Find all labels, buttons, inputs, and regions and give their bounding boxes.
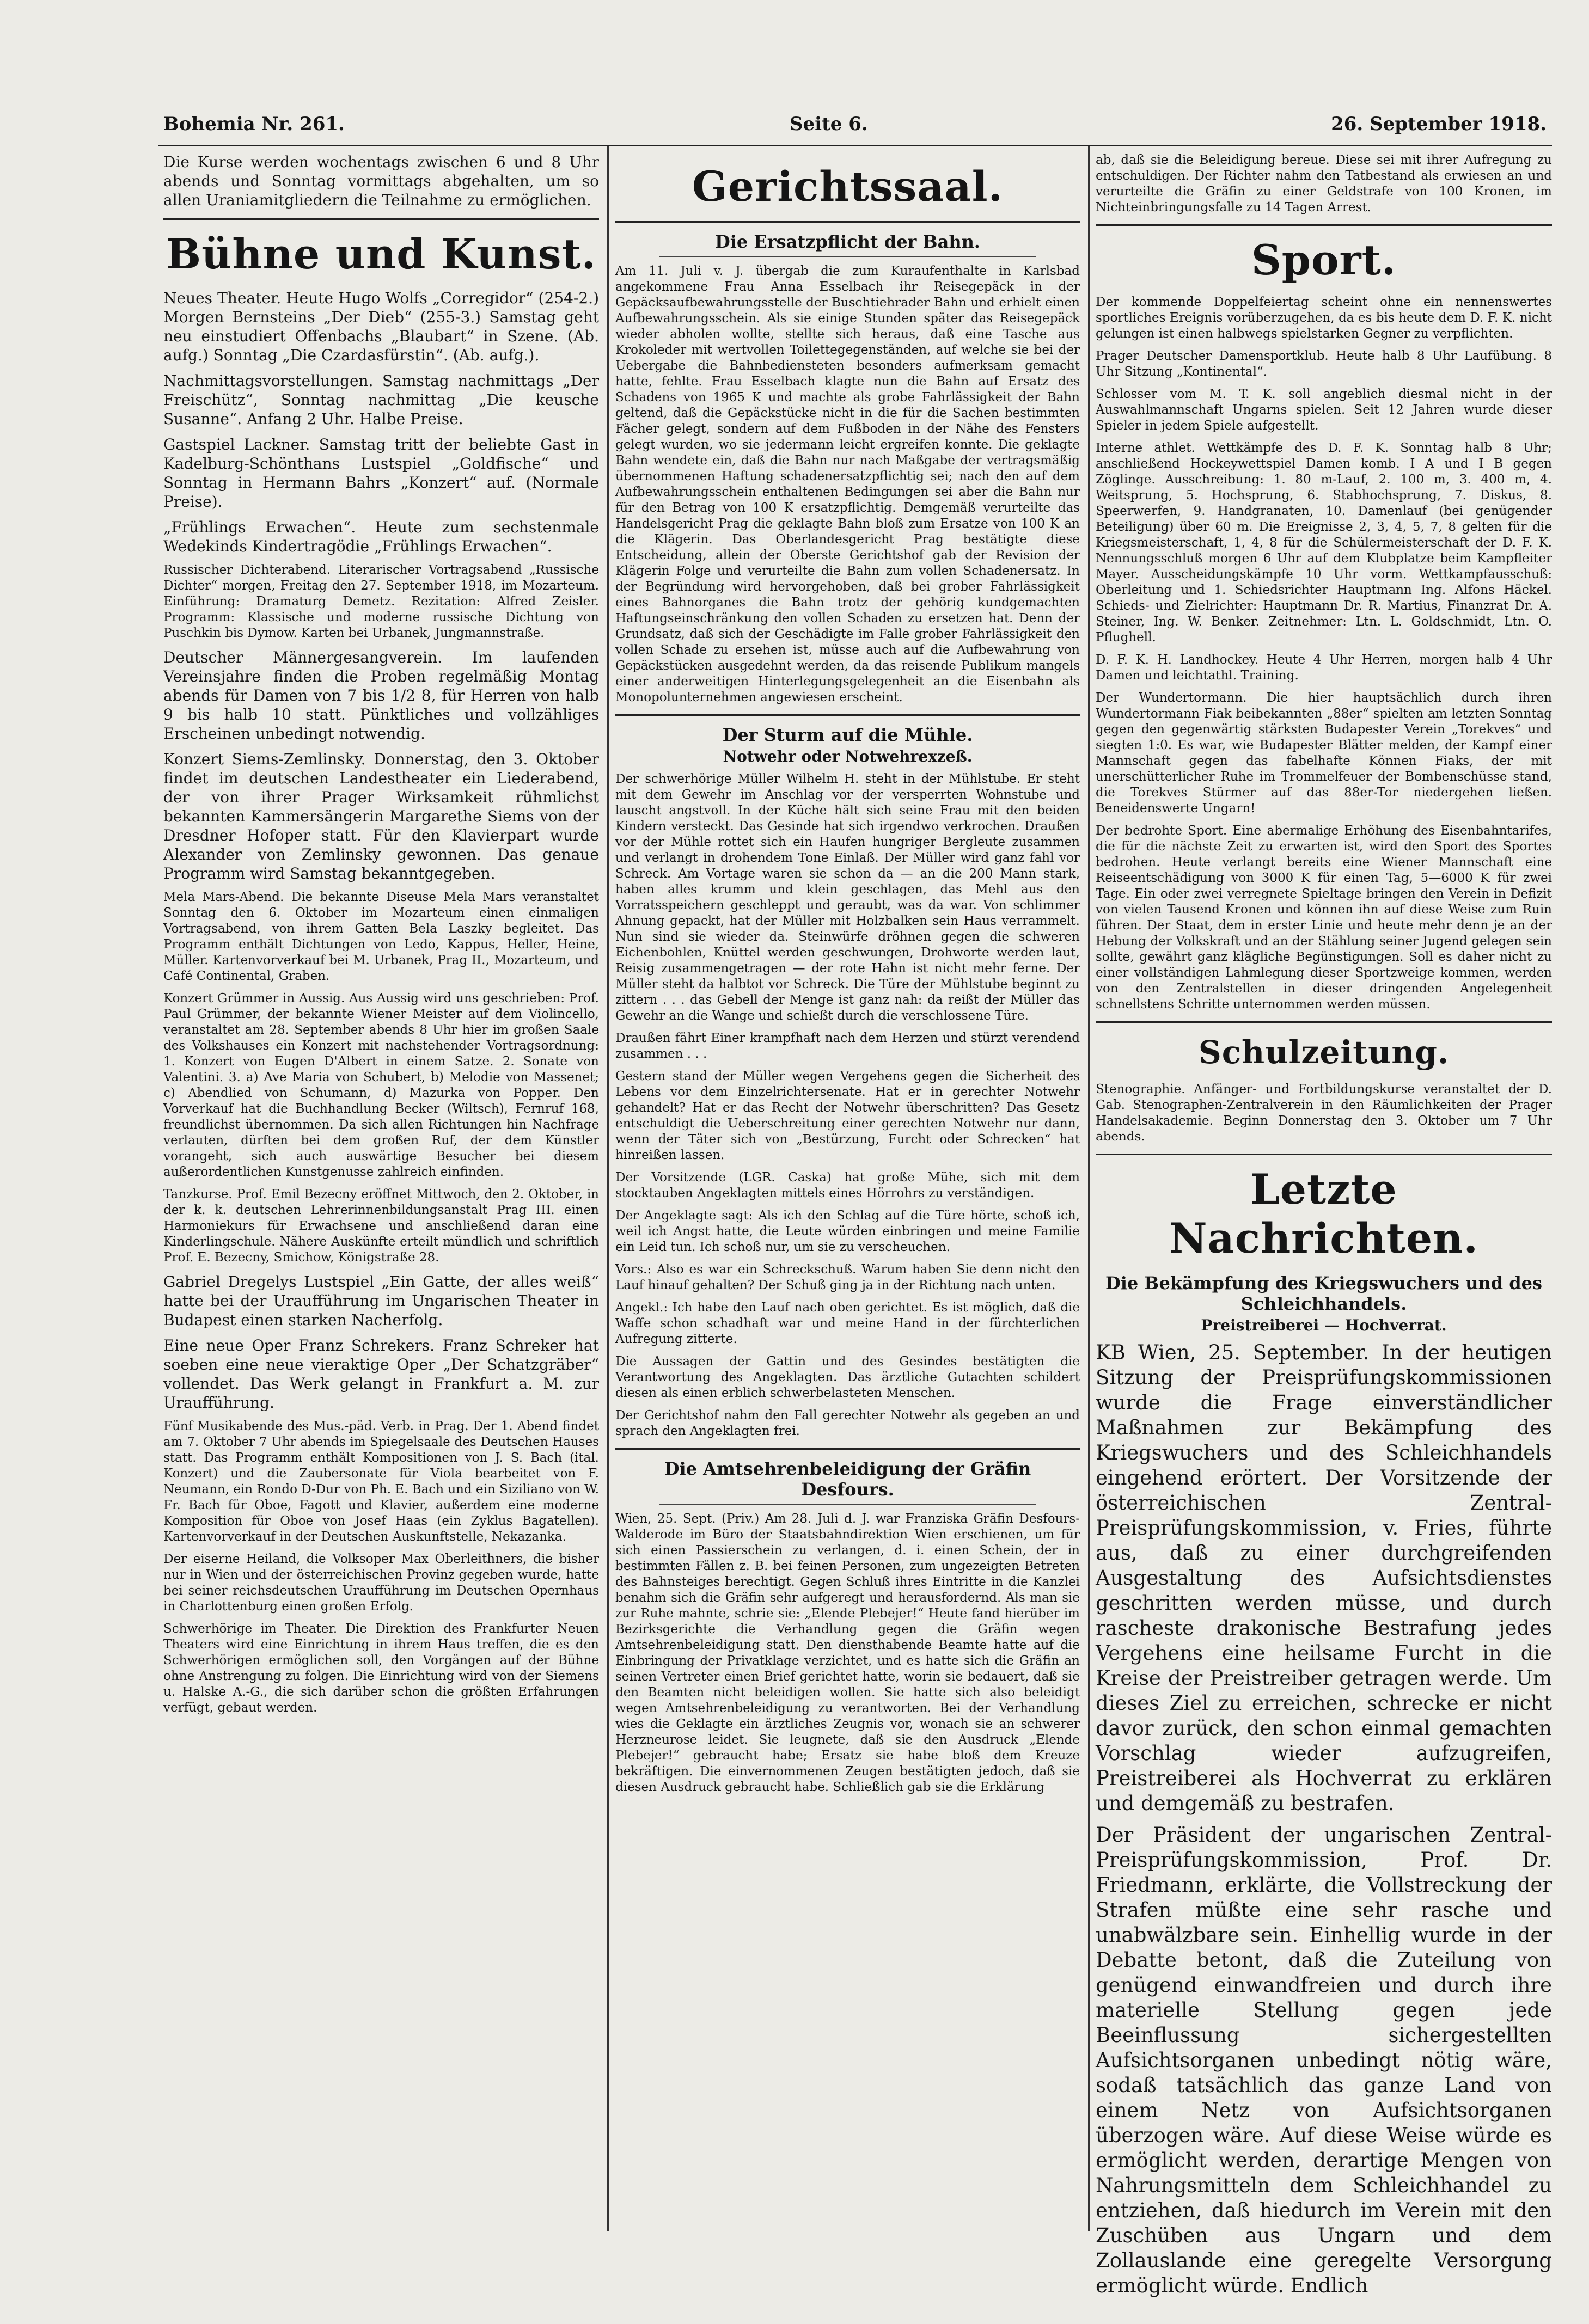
article-paragraph: Stenographie. Anfänger- und Fortbildungskurse veranstaltet der D. Gab. Stenographen-Zentralverein in den Räumlichkeiten der Prager Handelsakademie. Beginn Donnerstag den 3. Oktober um 7 Uhr abends. <box>1096 1082 1552 1144</box>
section-title-gerichtssaal: Gerichtssaal. <box>692 162 1004 211</box>
article-divider <box>615 714 1080 716</box>
header-date: 26. September 1918. <box>1331 113 1547 135</box>
article-paragraph: Der Angeklagte sagt: Als ich den Schlag auf die Türe hörte, schoß ich, weil ich Angst hatte, die Leute würden einbringen und meine Familie ein Leid tun. Ich schoß nur, um sie zu verscheuchen. <box>615 1209 1080 1254</box>
article-paragraph: Fünf Musikabende des Mus.-päd. Verb. in Prag. Der 1. Abend findet am 7. Oktober 7 Uhr abends im Spiegelsaale des Deutschen Hauses statt. Das Programm enthält Kompositionen von J. S. Bach (ital. Konzert) und die Zaubersonate für Viola bearbeitet von F. Neumann, ein Rondo D-Dur von Ph. E. Bach und ein Siziliano von W. Fr. Bach für Oboe, Fagott und Klavier, außerdem eine moderne Komposition für Oboe von Josef Haas (ein Zyklus Bagatellen). Kartenvorverkauf in der Deutschen Auskunftstelle, Nekazanka. <box>163 1419 600 1544</box>
article-paragraph: Nachmittagsvorstellungen. Samstag nachmittags „Der Freischütz“, Sonntag nachmittag „Die keusche Susanne“. Anfang 2 Uhr. Halbe Preise. <box>163 372 599 428</box>
article-paragraph: Am 11. Juli v. J. übergab die zum Kuraufenthalte in Karlsbad angekommene Frau Anna Esselbach ihr Reisegepäck in der Gepäcksaufbewahrungsstelle der Buschtiehrader Bahn und erhielt einen Aufbewahrungsschein. Als sie einige Stunden später das Reisegepäck wieder abholen wollte, stellte sich heraus, daß eine Tasche aus Krokoleder mit wertvollen Toilettegegenständen, auf welche sie bei der Uebergabe die Bahnbediensteten besonders aufmerksam gemacht hatte, fehlte. Frau Esselbach klagte nun die Bahn auf Ersatz des Schadens von 1965 K und machte als grobe Fahrlässigkeit der Bahn geltend, daß die Gepäckstücke nicht in die für die Sachen bestimmten Fächer gelegt, sondern auf dem Fußboden in der Nähe des Fensters gelegt wurden, wo sie jedermann leicht ergreifen konnte. Die geklagte Bahn wendete ein, daß die Bahn nur nach Maßgabe der vertragsmäßig übernommenen Haftung schadenersatzpflichtig sei; nach den auf dem Aufbewahrungsschein enthaltenen Bedingungen sei aber die Bahn nur für den Betrag von 100 K ersatzpflichtig. Demgemäß verurteilte das Handelsgericht Prag die geklagte Bahn bloß zum Ersatze von 100 K an die Klägerin. Das Oberlandesgericht Prag bestätigte diese Entscheidung, allein der Oberste Gerichtshof gab der Revision der Klägerin Folge und verurteilte die Bahn zum vollen Schadenersatz. In der Begründung wird hervorgehoben, daß bei grober Fahrlässigkeit eines Bahnorganes die Bahn trotz der gehörig kundgemachten Haftungseinschränkung den vollen Schaden zu ersetzen hat. Denn der Grundsatz, daß sich der Geschädigte im Falle grober Fahrlässigkeit den vollen Schade zu ersehen ist, müsse auch auf die Aufbewahrung von Gepäckstücken ausgedehnt werden, da das reisende Publikum mangels einer anderweitigen Hinterlegungsgelegenheit an die Eisenbahn als Monopolunternehmen angewiesen erscheint. <box>615 264 1080 704</box>
article-paragraph: Der eiserne Heiland, die Volksoper Max Oberleithners, die bisher nur in Wien und der österreichischen Provinz gegeben wurde, hatte bei seiner reichsdeutschen Uraufführung im Deutschen Opernhaus in Charlottenburg einen großen Erfolg. <box>163 1552 599 1614</box>
section-title-sport: Sport. <box>1251 236 1397 284</box>
section-divider <box>1096 1154 1552 1155</box>
article-paragraph: Schlosser vom M. T. K. soll angeblich diesmal nicht in der Auswahlmannschaft Ungarns spielen. Seit 12 Jahren wurde dieser Spieler in jedem Spiele aufgestellt. <box>1096 387 1552 433</box>
article-paragraph: Die Aussagen der Gattin und des Gesindes bestätigten die Verantwortung des Angeklagten. Das ärztliche Gutachten schildert diesen als einen erblich schwerbelasteten Menschen. <box>615 1354 1080 1400</box>
article-paragraph: Der Wundertormann. Die hier hauptsächlich durch ihren Wundertormann Fiak beibekannten „88er“ spielten am letzten Sonntag gegen den gegenwärtig stärksten Budapester Verein „Torekves“ und siegten 1:0. Es war, wie Budapester Blätter melden, der Kampf einer Mannschaft gegen das fabelhafte Können Fiaks, der mit unerschütterlicher Ruhe im Trommelfeuer der Bombenschüsse stand, die Torekves Stürmer auf das 88er-Tor niedergehen ließen. Beneidenswerte Ungarn! <box>1096 691 1552 815</box>
column-3 <box>1096 152 1552 2297</box>
column-1 <box>163 152 599 2221</box>
column-rule-2 <box>1088 146 1090 2231</box>
intro-paragraph: Die Kurse werden wochentags zwischen 6 und 8 Uhr abends und Sonntag vormittags abgehalten, um so allen Uraniamitgliedern die Teilnahme zu ermöglichen. <box>163 153 599 209</box>
article-paragraph: Mela Mars-Abend. Die bekannte Diseuse Mela Mars veranstaltet Sonntag den 6. Oktober im Mozarteum einen einmaligen Vortragsabend, von ihrem Gatten Bela Laszky begleitet. Das Programm enthält Dichtungen von Ledo, Kappus, Heller, Heine, Müller. Kartenvorverkauf bei M. Urbanek, Prag II., Mozarteum, und Café Continental, Graben. <box>163 890 599 983</box>
section-divider <box>615 221 1080 223</box>
page-header <box>163 113 1547 146</box>
article-paragraph: Gestern stand der Müller wegen Vergehens gegen die Sicherheit des Lebens vor dem Einzelrichtersenate. Hat er in gerechter Notwehr gehandelt? Hat er das Recht der Notwehr überschritten? Das Gesetz entschuldigt die Ueberschreitung einer gerechten Notwehr nur dann, wenn der Täter sich von „Bestürzung, Furcht oder Schrecken“ hat hinreißen lassen. <box>615 1069 1080 1162</box>
article-paragraph: Neues Theater. Heute Hugo Wolfs „Corregidor“ (254-2.) Morgen Bernsteins „Der Dieb“ (255-3.) Samstag geht neu einstudiert Offenbachs „Blaubart“ in Szene. (Ab. aufg.) Sonntag „Die Czardasfürstin“. (Ab. aufg.). <box>163 289 599 364</box>
article-paragraph: Der Vorsitzende (LGR. Caska) hat große Mühe, sich mit dem stocktauben Angeklagten mittels eines Hörrohrs zu verständigen. <box>615 1170 1080 1200</box>
section-divider <box>1096 224 1552 226</box>
article-paragraph: Prager Deutscher Damensportklub. Heute halb 8 Uhr Laufübung. 8 Uhr Sitzung „Kontinental“. <box>1096 349 1552 379</box>
section-title-letzte-nachrichten: Letzte Nachrichten. <box>1169 1165 1478 1262</box>
article-paragraph: D. F. K. H. Landhockey. Heute 4 Uhr Herren, morgen halb 4 Uhr Damen und leichtathl. Training. <box>1096 653 1552 683</box>
article-paragraph: Der schwerhörige Müller Wilhelm H. steht in der Mühlstube. Er steht mit dem Gewehr im Anschlag vor der versperrten Wohnstube und lauscht angstvoll. In der Küche hält sich seine Frau mit den beiden Kindern versteckt. Das Gesinde hat sich irgendwo verkrochen. Draußen vor der Mühle rottet sich ein Haufen hungriger Bergleute zusammen und verlangt in drohendem Tone Einlaß. Der Müller wird ganz fahl vor Schreck. Am Vortage waren sie schon da — an die 200 Mann stark, haben alles krumm und klein geschlagen, das Mehl aus den Vorratsspeichern geschleppt und geraubt, was da war. Von schlimmer Ahnung gepackt, hat der Müller mit Holzbalken sein Haus verrammelt. Nun sind sie wieder da. Steinwürfe dröhnen gegen die schweren Eichenbohlen, Knüttel werden geschwungen, Drohworte werden laut, Reisig zusammengetragen — der rote Hahn ist nicht mehr ferne. Der Müller steht da halbtot vor Schreck. Die Türe der Mühlstube beginnt zu zittern . . . das Gebell der Menge ist ganz nah: da reißt der Müller das Gewehr an die Wange und schießt durch die verschlossene Türe. <box>615 772 1080 1023</box>
article-paragraph: ab, daß sie die Beleidigung bereue. Diese sei mit ihrer Aufregung zu entschuldigen. Der Richter nahm den Tatbestand als erwiesen an und verurteilte die Gräfin zu einer Geldstrafe von 100 Kronen, im Nichteinbringungsfalle zu 14 Tagen Arrest. <box>1096 153 1552 214</box>
article-title: Der Sturm auf die Mühle. <box>722 725 973 745</box>
article-paragraph: Gabriel Dregelys Lustspiel „Ein Gatte, der alles weiß“ hatte bei der Uraufführung im Ungarischen Theater in Budapest einen starken Nacherfolg. <box>163 1273 599 1329</box>
header-page-number: Seite 6. <box>790 113 868 135</box>
article-paragraph: Schwerhörige im Theater. Die Direktion des Frankfurter Neuen Theaters wird eine Einrichtung in ihrem Haus treffen, die es den Schwerhörigen ermöglichen soll, den Vorgängen auf der Bühne ohne Anstrengung zu folgen. Die Einrichtung wird von der Siemens u. Halske A.-G., die sich darüber schon die größten Erfahrungen verfügt, gebaut werden. <box>163 1622 599 1715</box>
article-paragraph: Gastspiel Lackner. Samstag tritt der beliebte Gast in Kadelburg-Schönthans Lustspiel „Goldfische“ und Sonntag in Hermann Bahrs „Konzert“ auf. (Normale Preise). <box>163 436 599 511</box>
article-paragraph: Vors.: Also es war ein Schreckschuß. Warum haben Sie denn nicht den Lauf hinauf gehalten? Der Schuß ging ja in der Richtung nach unten. <box>615 1262 1080 1292</box>
article-paragraph: Konzert Siems-Zemlinsky. Donnerstag, den 3. Oktober findet im deutschen Landestheater ein Liederabend, der von ihrer Prager Wirksamkeit rühmlichst bekannten Kammersängerin Margarethe Siems von der Dresdner Hofoper statt. Für den Klavierpart wurde Alexander von Zemlinsky gewonnen. Das genaue Programm wird Samstag bekanntgegeben. <box>163 750 599 882</box>
article-paragraph: KB Wien, 25. September. In der heutigen Sitzung der Preisprüfungskommissionen wurde die Frage einverständlicher Maßnahmen zur Bekämpfung des Kriegswuchers und des Schleichhandels eingehend erörtert. Der Vorsitzende der österreichischen Zentral-Preisprüfungskommission, v. Fries, führte aus, daß zu einer durchgreifenden Ausgestaltung des Aufsichtsdienstes geschritten werden müsse, und durch rascheste drakonische Bestrafung jedes Vergehens eine heilsame Furcht in die Kreise der Preistreiber getragen werde. Um dieses Ziel zu erreichen, schrecke er nicht davor zurück, den schon einmal gemachten Vorschlag wieder aufzugreifen, Preistreiberei als Hochverrat zu erklären und demgemäß zu bestrafen. <box>1096 1341 1552 1815</box>
article-divider <box>615 1448 1080 1450</box>
article-paragraph: Der kommende Doppelfeiertag scheint ohne ein nennenswertes sportliches Ereignis vorüberzugehen, da es bis heute dem D. F. K. nicht gelungen ist einen halbwegs spielstarken Gegner zu verpflichten. <box>1096 295 1552 341</box>
article-paragraph: Der Gerichtshof nahm den Fall gerechter Notwehr als gegeben an und sprach den Angeklagten frei. <box>615 1408 1080 1438</box>
news-article <box>1096 1340 1552 2298</box>
section-divider <box>163 218 599 220</box>
title-rule <box>659 1504 1036 1505</box>
article-paragraph: Eine neue Oper Franz Schrekers. Franz Schreker hat soeben eine neue vieraktige Oper „Der Schatzgräber“ vollendet. Das Werk gelangt in Frankfurt a. M. zur Uraufführung. <box>163 1336 599 1412</box>
article-paragraph: Der bedrohte Sport. Eine abermalige Erhöhung des Eisenbahntarifes, die für die nächste Zeit zu erwarten ist, wird den Sport des Sportes bedrohen. Heute verlangt bereits eine Wiener Mannschaft eine Reiseentschädigung von 3000 K für einen Tag, 5—6000 K für zwei Tage. Ein oder zwei verregnete Spieltage bringen den Verein in Defizit von vielen Tausend Kronen und können ihn auf diese Weise zum Ruin führen. Der Staat, dem in erster Linie und heute mehr denn je an der Hebung der Volkskraft und an der Stählung seiner Jugend gelegen sein sollte, gewährt ganz klägliche Begünstigungen. Soll es daher nicht zu einer vollständigen Lahmlegung dieser Sportzweige kommen, werden von den Zentralstellen in dieser dringenden Angelegenheit schnellstens Schritte unternommen werden müssen. <box>1096 824 1552 1011</box>
article-subtitle: Notwehr oder Notwehrexzeß. <box>723 747 973 765</box>
section-title-buehne: Bühne und Kunst. <box>166 230 597 278</box>
section-divider <box>1096 1021 1552 1023</box>
article-paragraph: Wien, 25. Sept. (Priv.) Am 28. Juli d. J. war Franziska Gräfin Desfours-Walderode im Büro der Staatsbahndirektion Wien erschienen, um für sich einen Passierschein zu verlangen, d. i. einen Schein, der in bestimmten Fällen z. B. bei feinen Personen, zum ungezeigten Betreten des Bahnsteiges berechtigt. Gegen Schluß ihres Eintritte in die Kanzlei benahm sich die Gräfin sehr aufgeregt und herausfordernd. Als man sie zur Ruhe mahnte, schrie sie: „Elende Plebejer!“ Heute fand hierüber im Bezirksgerichte die Verhandlung gegen die Gräfin wegen Amtsehrenbeleidigung statt. Den diensthabende Beamte hatte auf die Einbringung der Privatklage verzichtet, und es hatte sich die Gräfin an seinen Vertreter einen Brief gerichtet hatte, worin sie bedauert, daß sie den Beamten nicht beleidigen wollen. Sie hatte sich also beleidigt wegen Amtsehrenbeleidigung zu verantworten. Bei der Verhandlung wies die Geklagte ein ärztliches Zeugnis vor, wonach sie an schwerer Herzneurose leidet. Sie leugnete, daß sie den Ausdruck „Elende Plebejer!“ gebraucht habe; Ersatz sie habe bloß dem Kreuze bekräftigen. Die einvernommenen Zeugen bestätigten jedoch, daß sie diesen Ausdruck gebraucht habe. Schließlich gab sie die Erklärung <box>615 1512 1080 1794</box>
article-title: Die Ersatzpflicht der Bahn. <box>714 231 980 252</box>
article-paragraph: Konzert Grümmer in Aussig. Aus Aussig wird uns geschrieben: Prof. Paul Grümmer, der bekannte Wiener Meister auf dem Violincello, veranstaltet am 28. September abends 8 Uhr hier im großen Saale des Volkshauses ein Konzert mit nachstehender Vortragsordnung: 1. Konzert von Eugen D'Albert in einem Satze. 2. Sonate von Valentini. 3. a) Ave Maria von Schubert, b) Melodie von Massenet; c) Abendlied von Schumann, d) Mazurka von Popper. Den Vorverkauf hat die Buchhandlung Becker (Wiltsch), Fernruf 168, freundlichst übernommen. Da sich allen Richtungen hin Nachfrage verlauten, dürften bei dem großen Ruf, der dem Künstler vorangeht, sich auch auswärtige Besucher bei diesem außerordentlichen Kunstgenusse zahlreich einfinden. <box>163 991 599 1179</box>
article-paragraph: Tanzkurse. Prof. Emil Bezecny eröffnet Mittwoch, den 2. Oktober, in der k. k. deutschen Lehrerinnenbildungsanstalt Prag III. einen Harmoniekurs für Erwachsene und anschließend daran eine Kinderlingschule. Nähere Auskünfte erteilt mündlich und schriftlich Prof. E. Bezecny, Smichow, Königstraße 28. <box>163 1187 599 1265</box>
article-paragraph: Draußen fährt Einer krampfhaft nach dem Herzen und stürzt verendend zusammen . . . <box>615 1031 1080 1061</box>
article-paragraph: Deutscher Männergesangverein. Im laufenden Vereinsjahre finden die Proben regelmäßig Montag abends für Damen von 7 bis 1/2 8, für Herren von halb 9 bis halb 10 statt. Pünktliches und vollzähliges Erscheinen unbedingt notwendig. <box>163 648 599 743</box>
column-2 <box>615 152 1080 2221</box>
header-rule <box>158 145 1552 146</box>
article-title: Die Bekämpfung des Kriegswuchers und des Schleichhandels. <box>1105 1273 1542 1314</box>
article-subtitle: Preistreiberei — Hochverrat. <box>1201 1316 1447 1334</box>
article-paragraph: Der Präsident der ungarischen Zentral-Preisprüfungskommission, Prof. Dr. Friedmann, erklärte, die Vollstreckung der Strafen müßte eine sehr rasche und unabwälzbare sein. Einhellig wurde in der Debatte betont, daß die Zuteilung von genügend einwandfreien und durch ihre materielle Stellung gegen jede Beeinflussung sichergestellten Aufsichtsorganen unbedingt nötig wäre, sodaß tatsächlich das ganze Land von einem Netz von Aufsichtsorganen überzogen wäre. Auf diese Weise würde es ermöglicht werden, derartige Mengen von Nahrungsmitteln dem Schleichhandel zu entziehen, daß hiedurch im Verein mit den Zuschüben aus Ungarn und dem Zollauslande eine geregelte Versorgung ermöglicht würde. Endlich <box>1096 1823 1552 2297</box>
header-issue: Bohemia Nr. 261. <box>163 113 345 135</box>
title-rule <box>659 256 1036 257</box>
article-paragraph: Interne athlet. Wettkämpfe des D. F. K. Sonntag halb 8 Uhr; anschließend Hockeywettspiel Damen komb. I A und I B gegen Zöglinge. Ausschreibung: 1. 80 m-Lauf, 2. 100 m, 3. 400 m, 4. Weitsprung, 5. Hochsprung, 6. Stabhochsprung, 7. Diskus, 8. Speerwerfen, 9. Handgranaten, 10. Damenlauf (bei genügender Beteiligung) über 60 m. Die Ereignisse 2, 3, 4, 5, 7, 8 gelten für die Kriegsmeisterschaft, 1, 4, 8 für die Schülermeisterschaft der D. F. K. Nennungsschluß morgen 6 Uhr auf dem Klubplatze beim Kampfleiter Mayer. Ausscheidungskämpfe 10 Uhr vorm. Wettkampfausschuß: Oberleitung und 1. Schiedsrichter Hauptmann Ing. Alfons Häckel. Schieds- und Zielrichter: Hauptmann Dr. R. Martius, Finanzrat Dr. A. Steiner, Ing. W. Benker. Zeitnehmer: Ltn. L. Goldschmidt, Ltn. O. Pflughell. <box>1096 441 1552 645</box>
article-paragraph: Russischer Dichterabend. Literarischer Vortragsabend „Russische Dichter“ morgen, Freitag den 27. September 1918, im Mozarteum. Einführung: Dramaturg Demetz. Rezitation: Alfred Zeisler. Programm: Klassische und moderne russische Dichtung von Puschkin bis Dymow. Karten bei Urbanek, Jungmannstraße. <box>163 563 599 640</box>
column-rule-1 <box>607 146 609 2231</box>
article-paragraph: Angekl.: Ich habe den Lauf nach oben gerichtet. Es ist möglich, daß die Waffe schon schadhaft war und meine Hand in der fürchterlichen Aufregung zitterte. <box>615 1301 1080 1346</box>
article-title: Die Amtsehrenbeleidigung der Gräfin Desfours. <box>664 1458 1031 1500</box>
section-title-schulzeitung: Schulzeitung. <box>1198 1034 1450 1071</box>
article-paragraph: „Frühlings Erwachen“. Heute zum sechstenmale Wedekinds Kindertragödie „Frühlings Erwachen“. <box>163 518 599 555</box>
